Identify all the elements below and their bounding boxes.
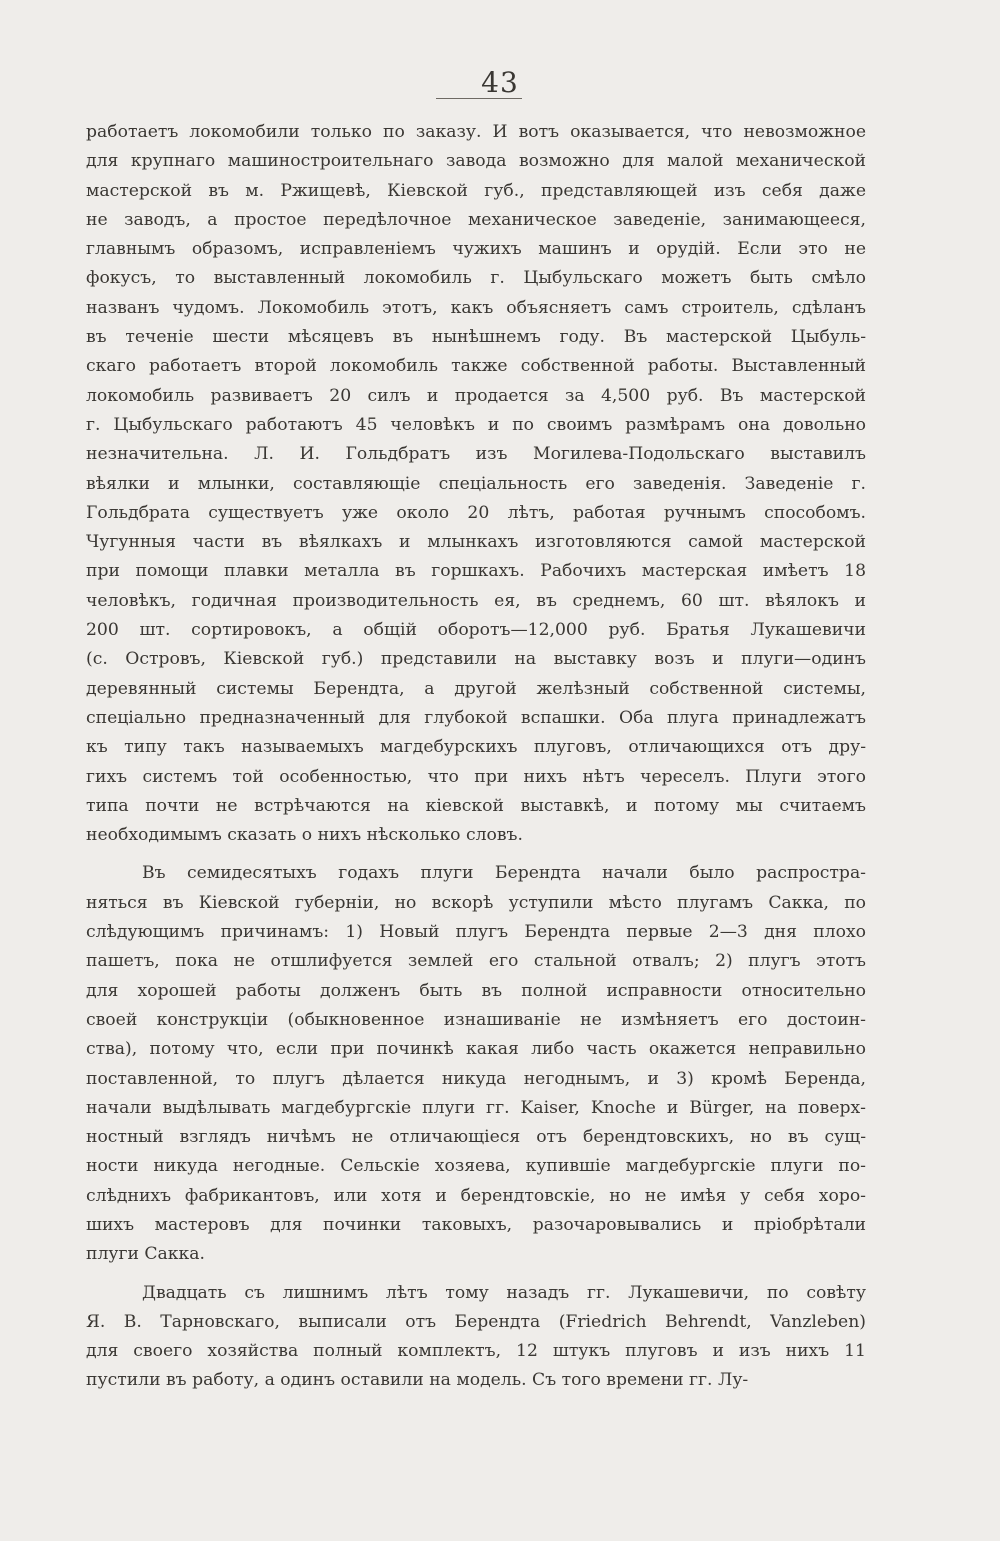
text-line: главнымъ образомъ, исправленіемъ чужихъ машинъ и орудій. Если это не — [86, 239, 866, 260]
text-line: Двадцать съ лишнимъ лѣтъ тому назадъ гг. Лукашевичи, по совѣту — [142, 1282, 866, 1303]
text-line: шихъ мастеровъ для починки таковыхъ, разочаровывались и пріобрѣтали — [86, 1214, 866, 1235]
text-line: гихъ системъ той особенностью, что при нихъ нѣтъ череселъ. Плуги этого — [86, 766, 866, 787]
text-line: начали выдѣлывать магдебургскіе плуги гг. Kaiser, Knoche и Bürger, на поверх- — [86, 1097, 866, 1118]
paragraph — [86, 118, 866, 850]
text-line: типа почти не встрѣчаются на кіевской выставкѣ, и потому мы считаемъ — [86, 795, 866, 816]
text-line: Въ семидесятыхъ годахъ плуги Берендта начали было распростра- — [142, 863, 866, 884]
text-line: необходимымъ сказать о нихъ нѣсколько словъ. — [86, 825, 523, 846]
text-line: пустили въ работу, а одинъ оставили на модель. Съ того времени гг. Лу- — [86, 1370, 749, 1391]
text-line: мастерской въ м. Ржищевѣ, Кіевской губ., представляющей изъ себя даже — [86, 180, 866, 201]
paragraph — [86, 1279, 866, 1396]
text-line: г. Цыбульскаго работаютъ 45 человѣкъ и по своимъ размѣрамъ она довольно — [86, 414, 866, 435]
text-line: поставленной, то плугъ дѣлается никуда негоднымъ, и 3) кромѣ Беренда, — [86, 1068, 866, 1089]
text-line: ностный взглядъ ничѣмъ не отличающіеся отъ берендтовскихъ, но въ сущ- — [86, 1127, 866, 1148]
paragraph — [86, 859, 866, 1269]
text-line: плуги Сакка. — [86, 1244, 206, 1265]
text-line: пашетъ, пока не отшлифуется землей его стальной отвалъ; 2) плугъ этотъ — [86, 951, 866, 972]
text-line: при помощи плавки металла въ горшкахъ. Рабочихъ мастерская имѣетъ 18 — [86, 561, 866, 582]
text-line: для крупнаго машиностроительнаго завода возможно для малой механической — [86, 151, 866, 172]
text-line: слѣдующимъ причинамъ: 1) Новый плугъ Берендта первые 2—3 дня плохо — [86, 922, 866, 943]
page-number: 43 — [481, 66, 519, 99]
text-line: фокусъ, то выставленный локомобиль г. Цыбульскаго можетъ быть смѣло — [86, 268, 866, 289]
text-line: Гольдбрата существуетъ уже около 20 лѣтъ, работая ручнымъ способомъ. — [86, 502, 866, 523]
text-line: вѣялки и млынки, составляющіе спеціальность его заведенія. Заведеніе г. — [86, 473, 866, 494]
text-line: для своего хозяйства полный комплектъ, 12 штукъ плуговъ и изъ нихъ 11 — [86, 1341, 866, 1362]
text-line: деревянный системы Берендта, а другой желѣзный собственной системы, — [86, 678, 866, 699]
header-rule — [436, 98, 522, 99]
text-line: няться въ Кіевской губерніи, но вскорѣ уступили мѣсто плугамъ Сакка, по — [86, 892, 866, 913]
text-line: Чугунныя части въ вѣялкахъ и млынкахъ изготовляются самой мастерской — [86, 532, 866, 553]
text-line: спеціально предназначенный для глубокой вспашки. Оба плуга принадлежатъ — [86, 707, 866, 728]
text-line: скаго работаетъ второй локомобиль также собственной работы. Выставленный — [86, 356, 866, 377]
text-line: 200 шт. сортировокъ, а общій оборотъ—12,000 руб. Братья Лукашевичи — [86, 620, 866, 641]
text-line: (с. Островъ, Кіевской губ.) представили на выставку возъ и плуги—одинъ — [86, 649, 866, 670]
text-line: работаетъ локомобили только по заказу. И вотъ оказывается, что невозможное — [86, 122, 866, 142]
text-line: ности никуда негодные. Сельскіе хозяева, купившіе магдебургскіе плуги по- — [86, 1156, 866, 1177]
text-line: для хорошей работы долженъ быть въ полной исправности относительно — [86, 980, 866, 1001]
text-line: слѣднихъ фабрикантовъ, или хотя и берендтовскіе, но не имѣя у себя хоро- — [86, 1185, 866, 1206]
page-body-text — [86, 118, 866, 1396]
text-line: своей конструкціи (обыкновенное изнашиваніе не измѣняетъ его достоин- — [86, 1009, 866, 1030]
text-line: незначительна. Л. И. Гольдбратъ изъ Могилева-Подольскаго выставилъ — [86, 444, 866, 465]
text-line: человѣкъ, годичная производительность ея, въ среднемъ, 60 шт. вѣялокъ и — [86, 590, 866, 611]
text-line: Я. В. Тарновскаго, выписали отъ Берендта (Friedrich Behrendt, Vanzleben) — [86, 1311, 866, 1332]
text-line: локомобиль развиваетъ 20 силъ и продается за 4,500 руб. Въ мастерской — [86, 385, 866, 406]
text-line: къ типу такъ называемыхъ магдебурскихъ плуговъ, отличающихся отъ дру- — [86, 737, 866, 758]
text-line: ства), потому что, если при починкѣ какая либо часть окажется неправильно — [86, 1039, 866, 1060]
text-line: названъ чудомъ. Локомобиль этотъ, какъ объясняетъ самъ строитель, сдѣланъ — [86, 297, 866, 318]
text-line: въ теченіе шести мѣсяцевъ въ нынѣшнемъ году. Въ мастерской Цыбуль- — [86, 327, 866, 348]
text-line: не заводъ, а простое передѣлочное механическое заведеніе, занимающееся, — [86, 209, 866, 230]
